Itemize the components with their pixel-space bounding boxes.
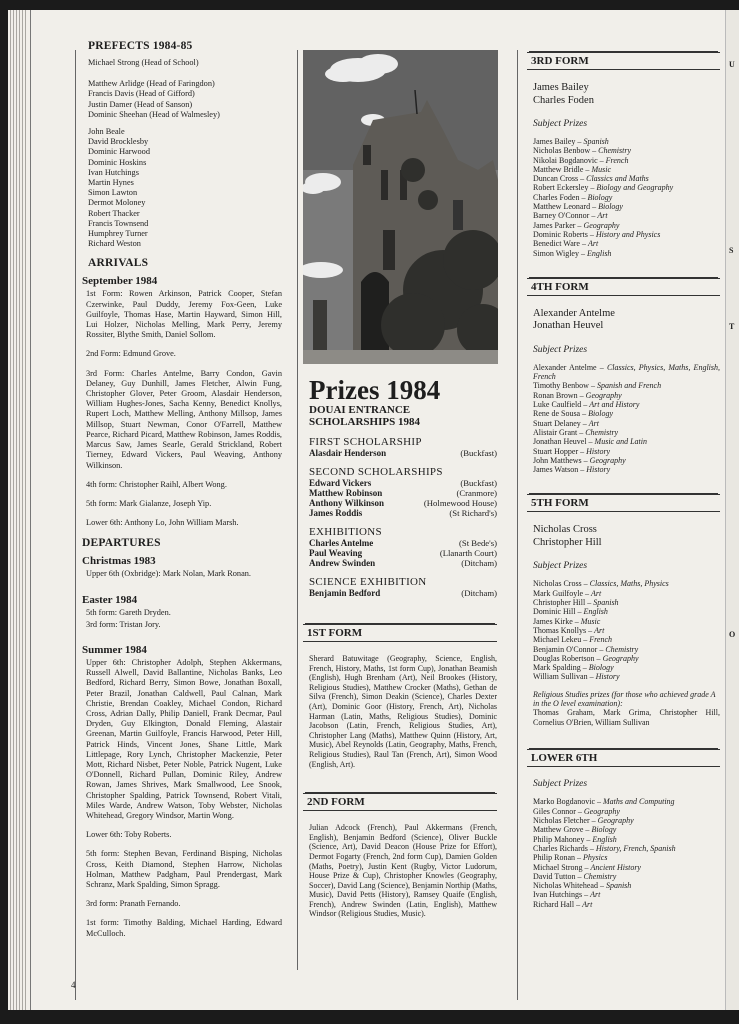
form-winner: James Bailey (533, 82, 589, 93)
prize-subject: French (589, 635, 613, 645)
subject-prize (533, 437, 720, 446)
prize-winner: Simon Wigley – (533, 248, 587, 258)
winner-school: (St Richard's) (449, 508, 497, 518)
winner-name: Charles Antelme (309, 538, 374, 548)
prize-subject: Classics, Maths, Physics (589, 579, 669, 589)
prize-winner: Nikolai Bogdanovic – (533, 155, 606, 165)
prefect-name: Simon Lawton (88, 188, 138, 198)
prize-subject: Art (590, 890, 601, 900)
prize-subject: History and Physics (595, 229, 661, 239)
departure-group-title: Summer 1984 (82, 643, 147, 656)
prize-subject: Geography (583, 220, 620, 230)
heads-of-house-list (82, 79, 282, 120)
form-winner: Nicholas Cross (533, 524, 597, 536)
prize-winner: William Sullivan – (533, 672, 596, 682)
subject-prize (533, 165, 720, 174)
winner-name: Andrew Swinden (309, 558, 376, 568)
subject-prize (533, 853, 720, 862)
subject-prize (533, 579, 720, 588)
prize-subject: Classics, Physics, Maths, English, French (533, 362, 721, 382)
fifth-form-subject-label: Subject Prizes (533, 561, 588, 572)
prize-winner: Giles Connor – (533, 806, 584, 816)
prize-winner: Charles Richards – (533, 843, 596, 853)
religious-studies-note: Religious Studies prizes (for those who achieved grade A in the O level examination): (533, 689, 716, 708)
prize-winner: Alistair Grant – (533, 427, 586, 437)
winner-school: (Ditcham) (461, 588, 497, 598)
prize-winner: Benjamin O'Connor – (533, 644, 606, 654)
subject-prize (533, 844, 720, 853)
winner-name: James Roddis (309, 508, 363, 518)
prize-winner: Robert Eckersley – (533, 183, 597, 193)
subject-prize (533, 409, 720, 418)
subject-prize (533, 137, 720, 146)
subject-prize (533, 211, 720, 220)
prize-winner: Timothy Benbow – (533, 381, 597, 391)
subject-prize (533, 825, 720, 834)
lower-sixth-prizes (527, 797, 720, 909)
prize-winner: Stuart Delaney – (533, 418, 589, 428)
subject-prize (533, 221, 720, 230)
prize-subject: Ancient History (590, 862, 641, 872)
prize-winner: Matthew Bridle – (533, 164, 592, 174)
prize-winner: Stuart Hopper – (533, 446, 587, 456)
subject-prize (533, 626, 720, 635)
prize-subject: Biology (598, 202, 623, 212)
subject-prize (533, 872, 720, 881)
subject-prize (533, 890, 720, 899)
subject-prize (533, 183, 720, 192)
fifth-form-winners (533, 524, 720, 549)
prize-subject: Biology (591, 825, 617, 835)
fifth-form-heading: 5TH FORM (527, 494, 720, 512)
tower-photo (303, 50, 498, 364)
prize-subject: Spanish (605, 881, 632, 891)
prefect-name: Dermot Moloney (88, 198, 146, 208)
prefects-head: Michael Strong (Head of School) (88, 58, 199, 67)
prize-winner: Ronan Brown – (533, 390, 586, 400)
departure-group-title: Easter 1984 (82, 593, 138, 606)
prize-winner: Thomas Knollys – (533, 625, 595, 635)
prize-subject: Biology (588, 663, 614, 673)
prize-subject: Biology (587, 192, 613, 202)
prize-subject: Art and History (589, 400, 640, 410)
scholarship-heading: EXHIBITIONS (309, 526, 382, 538)
prefect-name: Martin Hynes (88, 178, 134, 188)
departure-entry: 1st form: Timothy Balding, Michael Harding, Edward McCulloch. (86, 918, 282, 938)
departure-entry: 3rd form: Tristan Jory. (86, 619, 161, 629)
arrival-entry: 3rd Form: Charles Antelme, Barry Condon, Gavin Delaney, Guy Dunhill, James Fletcher, Alwin Fung, Christopher Glover, Peter Groom, Alasdair Henderson, William Hughes-Jones, Sacha Kenny, Benedict Knollys, Rupert Loch, Matthew Melling, Anthony Millsop, James Millsop, Stuart Newman, Conor O'Farrell, Matthew Pearce, Richard Picard, Matthew Robinson, James Roddis, Marcus Saw, James Searle, Gerald Strickland, Robert Tierney, Edward Vickers, Paul Weaving, Anthony Wilkinson. (86, 368, 282, 470)
subject-prize (533, 447, 720, 456)
prize-winner: Philip Mahoney – (533, 834, 593, 844)
prize-subject: Music and Latin (594, 437, 647, 447)
prize-winner: Luke Caulfield – (533, 400, 590, 410)
scholarship-winner (309, 478, 497, 488)
prize-winner: Michael Strong – (533, 862, 591, 872)
prize-winner: Douglas Robertson – (533, 653, 603, 663)
prefect-name: David Brocklesby (88, 137, 149, 147)
prefect-name: Ivan Hutchings (88, 167, 139, 177)
arrival-entry: 4th form: Christopher Raihl, Albert Wong. (86, 479, 227, 489)
prize-winner: Matthew Grove – (533, 825, 592, 835)
subject-prize (533, 249, 720, 258)
prefect-name: Dominic Harwood (88, 147, 150, 157)
scholarship-winner (309, 538, 497, 548)
form-winner: Christopher Hill (533, 536, 602, 548)
prizes-title: Prizes 1984 (309, 375, 441, 405)
prefects-heading: PREFECTS 1984-85 (88, 40, 193, 52)
arrival-entry: 1st Form: Rowen Arkinson, Patrick Cooper, Stefan Czerwinke, Paul Duddy, Jeremy Fox-Geen, Luke Guilfoyle, Thomas Hase, Martin Hayward, Simon Hill, Lui Holzer, Nicholas Melling, Mark Perry, Jeremy Rossiter, Blythe Smith, Daniel Sollom. (86, 289, 282, 340)
arrival-entry: Lower 6th: Anthony Lo, John William Marsh. (86, 518, 239, 528)
prefect-name: Robert Thacker (88, 208, 140, 218)
scholarship-winner (309, 588, 497, 598)
first-form-section (303, 624, 497, 769)
prize-winner: Duncan Cross – (533, 174, 587, 184)
prize-winner: Michael Lekeu – (533, 635, 590, 645)
prize-winner: Dominic Roberts – (533, 229, 596, 239)
scholarship-winner (309, 488, 497, 498)
winner-school: (Ditcham) (461, 558, 497, 568)
prize-winner: Mark Spalding – (533, 663, 589, 673)
prize-winner: Benedict Ware – (533, 239, 588, 249)
prize-subject: Chemistry (585, 427, 619, 437)
prize-winner: Dominic Hill – (533, 607, 584, 617)
third-form-prizes (527, 137, 720, 258)
form-winner: Alexander Antelme (533, 307, 615, 319)
prize-subject: Geography (589, 455, 626, 465)
prize-winner: Nicholas Benbow – (533, 146, 599, 156)
prize-subject: Art (591, 588, 602, 598)
prize-subject: History, French, Spanish (595, 843, 676, 853)
column-right (527, 38, 720, 909)
subject-prize (533, 381, 720, 390)
subject-prize (533, 816, 720, 825)
prize-subject: Biology (588, 409, 613, 419)
prefect-name: Richard Weston (88, 239, 141, 249)
prize-winner: James Kirke – (533, 616, 581, 626)
fourth-form-subject-label: Subject Prizes (533, 344, 588, 355)
subject-prize (533, 363, 720, 382)
subject-prize (533, 456, 720, 465)
page-number: 4 (71, 980, 76, 990)
scholarship-heading: SECOND SCHOLARSHIPS (309, 466, 443, 478)
column-rule-left (75, 50, 76, 1000)
prize-subject: Chemistry (583, 871, 617, 881)
subject-prize (533, 607, 720, 616)
subject-prize (533, 400, 720, 409)
prize-winner: Nicholas Whitehead – (533, 881, 606, 891)
winner-name: Anthony Wilkinson (309, 498, 384, 508)
departure-group-title: Christmas 1983 (82, 555, 156, 568)
departure-entry: 5th form: Gareth Dryden. (86, 607, 171, 617)
subject-prize (533, 900, 720, 909)
winner-school: (Buckfast) (460, 448, 497, 458)
subject-prize (533, 672, 720, 681)
prefect-name: Francis Davis (Head of Gifford) (88, 89, 195, 99)
prize-winner: Barney O'Connor – (533, 211, 598, 221)
fourth-form-winners (533, 308, 720, 333)
winner-school: (Buckfast) (460, 478, 497, 488)
winner-name: Matthew Robinson (309, 488, 383, 498)
prize-subject: English (586, 248, 612, 258)
column-left (82, 38, 282, 954)
winner-name: Alasdair Henderson (309, 448, 387, 458)
scholarship-winner (309, 508, 497, 518)
scholarship-winner (309, 558, 497, 568)
winner-school: (Cranmore) (456, 488, 497, 498)
arrivals-entries (82, 289, 282, 528)
prize-subject: Classics and Maths (586, 174, 649, 184)
prize-subject: Chemistry (605, 644, 639, 654)
second-form-heading: 2ND FORM (303, 793, 497, 811)
form-winner: Charles Foden (533, 94, 594, 106)
first-form-text: Sherard Batuwitage (Geography, Science, English, French, History, Maths, 1st form Cup), Jonathan Beamish (English), Hugh Brenham (Art), Neil Brookes (History, Religious Studies), Matthew Crocker (Maths), Gethan de Silva (French), Simon Deakin (Science), Charles Dexter (Art), Dominic Goor (History, French, Art), Nicholas Harman (Latin, Maths, Religious Studies), Dominic Jacobson (Latin, French, Religious Studies, Art), Christopher Lang (Maths), Matthew Quinn (History, Art, Music), Abel Reynolds (Latin, Geography, Maths, French, Religious Studies), Raul Tan (French, Art), Simon Wood (English, Art). (309, 654, 497, 769)
third-form-winners (533, 82, 720, 107)
prize-subject: English (583, 607, 608, 617)
prize-subject: Music (580, 616, 601, 626)
prize-winner: John Matthews – (533, 455, 590, 465)
arrivals-heading: ARRIVALS (88, 257, 149, 270)
prize-subject: Geography (602, 653, 639, 663)
fifth-form-prizes (527, 579, 720, 681)
prize-subject: Geography (585, 390, 622, 400)
prize-winner: James Watson – (533, 465, 587, 475)
scholarship-winner (309, 548, 497, 558)
subject-prize (533, 645, 720, 654)
prize-winner: James Bailey – (533, 137, 584, 146)
third-form-subject-label: Subject Prizes (533, 119, 588, 129)
tower-photo-image (303, 50, 498, 364)
subject-prize (533, 598, 720, 607)
subject-prize (533, 193, 720, 202)
winner-school: (Llanarth Court) (439, 548, 497, 558)
subject-prize (533, 174, 720, 183)
prize-winner: Philip Ronan – (533, 853, 584, 863)
prize-subject: Geography (597, 816, 634, 826)
subject-prize (533, 428, 720, 437)
departures-heading: DEPARTURES (82, 537, 161, 550)
prize-subject: Chemistry (598, 146, 631, 156)
prefect-name: Dominic Sheehan (Head of Walmesley) (88, 109, 220, 119)
prize-subject: Art (594, 625, 605, 635)
next-page-edge: U S T O (725, 10, 739, 1010)
prefect-name: Humphrey Turner (88, 229, 148, 239)
subject-prize (533, 635, 720, 644)
prefect-name: Justin Damer (Head of Sanson) (88, 99, 193, 109)
scholarship-heading: SCIENCE EXHIBITION (309, 576, 427, 588)
departure-entry: 3rd form: Pranath Fernando. (86, 899, 181, 909)
prize-winner: Mark Guilfoyle – (533, 588, 591, 598)
prize-subject: English (592, 834, 617, 844)
prefect-name: Dominic Hoskins (88, 157, 147, 167)
subject-prize (533, 797, 720, 806)
page (8, 10, 739, 1010)
form-winner: Jonathan Heuvel (533, 320, 604, 332)
prize-subject: Spanish (583, 137, 609, 146)
first-form-heading: 1ST FORM (303, 624, 497, 642)
second-form-section (303, 793, 497, 919)
prize-subject: Maths and Computing (603, 797, 675, 807)
prize-subject: History (586, 446, 611, 456)
third-form-heading: 3RD FORM (527, 52, 720, 70)
arrivals-subheading: September 1984 (82, 275, 158, 288)
fourth-form-prizes (527, 363, 720, 475)
subject-prize (533, 146, 720, 155)
prize-winner: Matthew Leonard – (533, 202, 599, 212)
subject-prize (533, 419, 720, 428)
prize-subject: History (595, 672, 620, 682)
winner-name: Benjamin Bedford (309, 588, 381, 598)
prize-winner: Charles Foden – (533, 192, 588, 202)
fourth-form-heading: 4TH FORM (527, 278, 720, 296)
departure-entry: 5th form: Stephen Bevan, Ferdinand Bisping, Nicholas Cross, Keith Diamond, Stephen Harrow, Nicholas Holman, Matthew Padgham, Paul Prendergast, Mark Schranz, Mark Spalding, Simon Spragg. (86, 849, 282, 889)
scholarship-heading: FIRST SCHOLARSHIP (309, 436, 422, 448)
column-middle (303, 38, 497, 919)
second-form-text: Julian Adcock (French), Paul Akkermans (French, English), Benjamin Bedford (Science), Oliver Buckle (Science, Art), David Deacon (House Prize for Effort), Dermot Fogarty (French, 2nd form Cup), Damien Golden (Maths, Poetry), Justin Kent (Rugby, Victor Ludorum, House Prize & Cup), Christopher Knowles (Geography, Soccer), David Lang (Science), Benjamin Northip (Maths, Music), David Petts (History), Ramsey Quaife (English, French), Andrew Swinden (Latin, English), Matthew Windsor (Religious Studies, Music). (309, 823, 497, 919)
lower-sixth-subject-label: Subject Prizes (533, 779, 588, 790)
prize-winner: Nicholas Fletcher – (533, 816, 598, 826)
winner-school: (St Bede's) (459, 538, 497, 548)
subject-prize (533, 465, 720, 474)
prize-subject: History (586, 465, 611, 475)
subject-prize (533, 835, 720, 844)
winner-name: Paul Weaving (309, 548, 363, 558)
prize-subject: French (605, 155, 629, 165)
prize-winner: Christopher Hill – (533, 598, 594, 608)
subject-prize (533, 617, 720, 626)
subject-prize (533, 863, 720, 872)
subject-prize (533, 239, 720, 248)
scholarship-sections (303, 436, 497, 598)
prize-winner: Nicholas Cross – (533, 579, 590, 589)
prefects-list (82, 127, 282, 249)
departure-entry: Upper 6th: Christopher Adolph, Stephen Akkermans, Russell Alwell, David Ballantine, Nicholas Banks, Leo Bedford, Richard Berry, Simon Bowe, Jonathan Boxall, Peter Brazil, Jonathan Caldwell, Paul Calnan, Mark Christie, Brendan Coakley, Michael Condon, Richard Cross, Adrian Dally, Philip Daniell, Frank Decmar, Paul Dryden, Guy Elkington, Donald Fleming, Alastair Greenan, Martin Guilfoyle, Francis Harwood, Peter Hill, Patrick Hinds, Vincent Jones, Shane Little, Mark Littlepage, Rory Lynch, Christopher Mackenzie, Peter Mott, Richard Nisbet, Peter Noble, Patrick Nugent, Luke O'Donnell, Richard Pullan, Dominic Riley, Andrew Rowan, James Shrives, Mark Smallwood, Lee Snook, Christopher Spalding, Patrick Townsend, Robert Vitali, Miles Warde, Andrew Watson, Toby Webster, Nicholas Whitehead, Gregory Windsor, Martin Wong. (86, 657, 282, 820)
prize-subject: Art (597, 211, 608, 221)
prize-subject: Biology and Geography (596, 183, 674, 193)
scholarship-winner (309, 448, 497, 458)
column-rule-middle (297, 50, 298, 970)
subject-prize (533, 202, 720, 211)
prize-winner: Ivan Hutchings – (533, 890, 591, 900)
subject-prize (533, 807, 720, 816)
departure-entry: Upper 6th (Oxbridge): Mark Nolan, Mark Ronan. (86, 569, 251, 579)
prize-winner: Alexander Antelme – (533, 362, 607, 372)
prize-winner: Marko Bogdanovic – (533, 797, 603, 807)
prefect-name: Matthew Arlidge (Head of Faringdon) (88, 79, 215, 89)
prize-winner: Jonathan Heuvel – (533, 437, 595, 447)
prizes-subtitle: DOUAI ENTRANCE SCHOLARSHIPS 1984 (309, 404, 420, 428)
scholarship-winner (309, 498, 497, 508)
subject-prize (533, 881, 720, 890)
departure-entry: Lower 6th: Toby Roberts. (86, 830, 172, 840)
column-rule-right (517, 50, 518, 1000)
prize-winner: Richard Hall – (533, 899, 583, 909)
subject-prize (533, 663, 720, 672)
arrival-entry: 5th form: Mark Gialanze, Joseph Yip. (86, 498, 212, 508)
page-edges (8, 10, 34, 1010)
prize-winner: David Tutton – (533, 871, 584, 881)
prize-subject: Art (588, 418, 599, 428)
winner-name: Edward Vickers (309, 478, 372, 488)
lower-sixth-heading: LOWER 6TH (527, 749, 720, 767)
departures-groups (82, 555, 282, 953)
subject-prize (533, 230, 720, 239)
subject-prize (533, 654, 720, 663)
arrival-entry: 2nd Form: Edmund Grove. (86, 349, 176, 359)
prize-subject: Art (582, 899, 593, 909)
prize-subject: Music (591, 164, 611, 174)
prize-subject: Spanish and French (596, 381, 662, 391)
prefect-name: John Beale (88, 127, 125, 137)
religious-studies-names: Thomas Graham, Mark Grima, Christopher Hill, Cornelius O'Brien, William Sullivan (533, 708, 720, 727)
subject-prize (533, 391, 720, 400)
prize-subject: Art (587, 239, 599, 249)
prize-subject: Geography (583, 806, 620, 816)
prize-subject: Physics (583, 853, 608, 863)
subject-prize (533, 156, 720, 165)
prize-winner: Rene de Sousa – (533, 409, 589, 419)
winner-school: (Holmewood House) (423, 498, 497, 508)
subject-prize (533, 589, 720, 598)
prize-subject: Spanish (593, 598, 619, 608)
prefect-name: Francis Townsend (88, 218, 149, 228)
prize-winner: James Parker – (533, 220, 584, 230)
